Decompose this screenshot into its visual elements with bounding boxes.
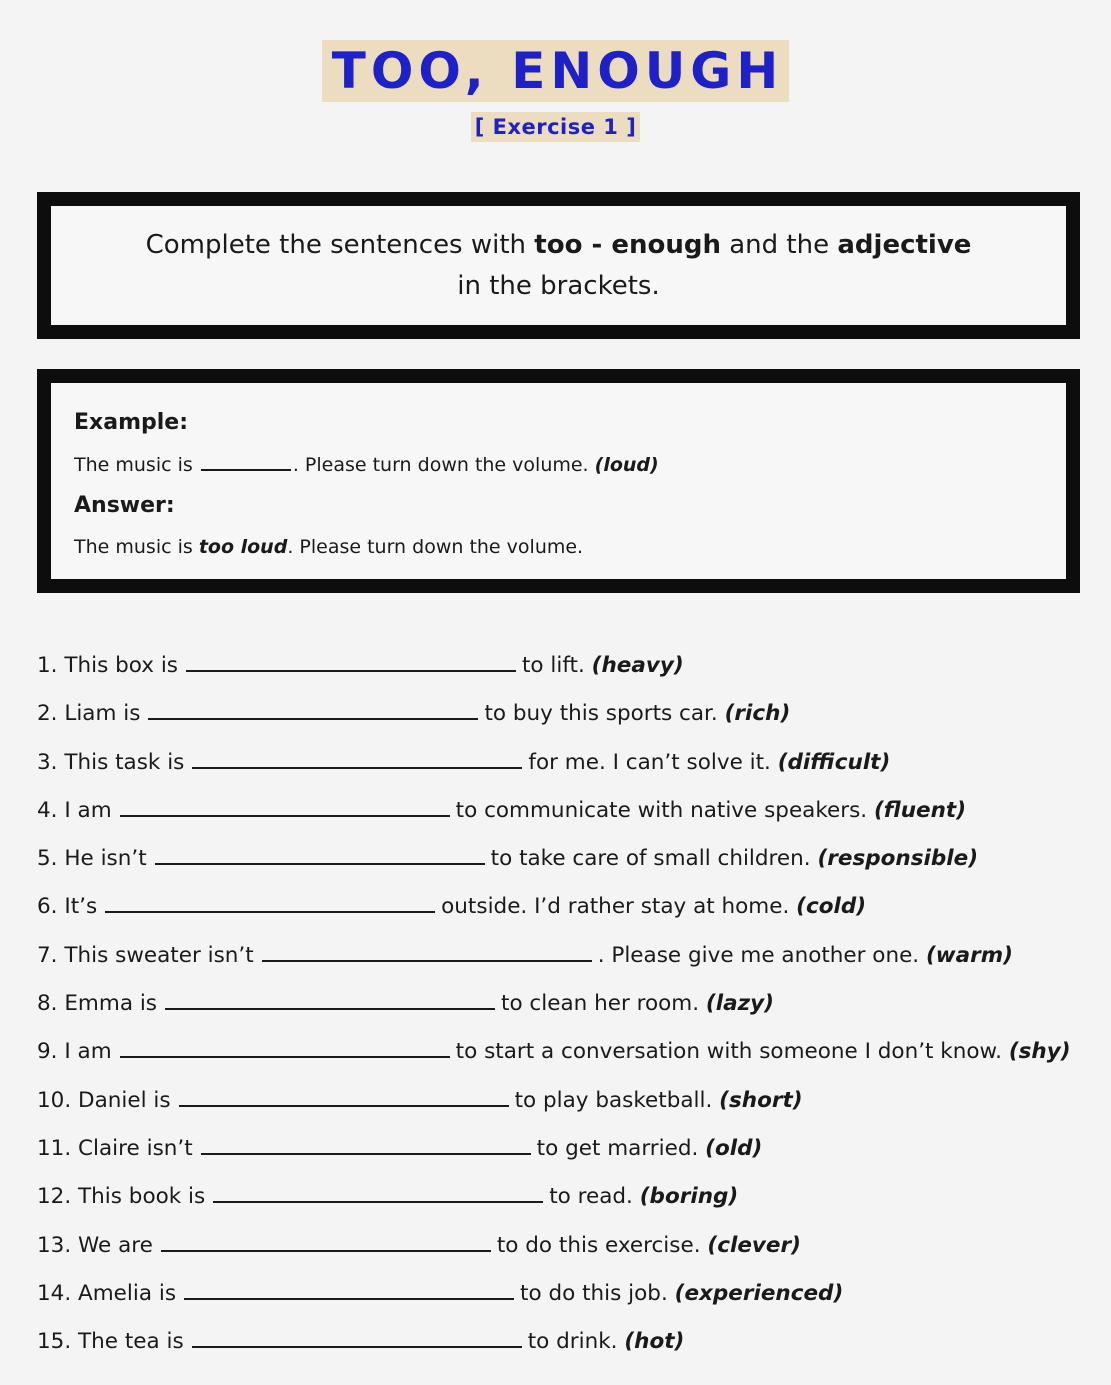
item-continuation: to do this exercise. [496, 1232, 708, 1258]
item-continuation: to buy this sports car. [484, 701, 725, 727]
exercise-item [37, 988, 1097, 1036]
adjective-hint: (warm) [925, 942, 1014, 968]
item-continuation: . Please give me another one. [597, 942, 926, 968]
answer-blank[interactable] [105, 891, 435, 913]
item-prompt: 10. Daniel is [37, 1087, 171, 1113]
answer-blank[interactable] [148, 698, 478, 720]
instruction-bold-2: adjective [837, 229, 972, 260]
adjective-hint: (boring) [639, 1184, 739, 1210]
exercise-item [37, 795, 1097, 843]
answer-blank[interactable] [192, 747, 522, 769]
item-continuation: to clean her room. [501, 991, 706, 1017]
item-prompt: 7. This sweater isn’t [37, 942, 254, 968]
item-prompt: 9. I am [37, 1039, 112, 1065]
instruction-bold-1: too - enough [534, 229, 721, 260]
item-prompt: 12. This book is [37, 1184, 206, 1210]
adjective-hint: (shy) [1008, 1039, 1071, 1065]
exercise-item [37, 1133, 1097, 1181]
exercise-item [37, 1181, 1097, 1229]
adjective-hint: (old) [705, 1135, 763, 1161]
exercise-item [37, 843, 1097, 891]
answer-blank[interactable] [161, 1230, 491, 1252]
item-continuation: to play basketball. [514, 1087, 720, 1113]
exercise-label: [ Exercise 1 ] [471, 112, 641, 142]
adjective-hint: (lazy) [705, 991, 774, 1017]
answer-blank[interactable] [213, 1181, 543, 1203]
item-prompt: 3. This task is [37, 749, 185, 775]
item-continuation: to start a conversation with someone I don’t know. [455, 1039, 1009, 1065]
item-prompt: 4. I am [37, 797, 112, 823]
answer-blank[interactable] [262, 940, 592, 962]
exercise-item [37, 1230, 1097, 1278]
instruction-part-1: Complete the sentences with [145, 229, 535, 260]
adjective-hint: (responsible) [817, 846, 979, 872]
exercise-item [37, 698, 1097, 746]
exercise-item [37, 1278, 1097, 1326]
answer-heading: Answer: [74, 493, 175, 518]
item-continuation: for me. I can’t solve it. [528, 749, 778, 775]
adjective-hint: (short) [719, 1087, 803, 1113]
adjective-hint: (clever) [707, 1232, 801, 1258]
subtitle-wrapper [0, 112, 1111, 142]
exercise-item [37, 1085, 1097, 1133]
answer-bold: too loud [198, 536, 288, 558]
instruction-box [37, 192, 1080, 339]
item-prompt: 8. Emma is [37, 991, 158, 1017]
adjective-hint: (experienced) [674, 1280, 844, 1306]
instruction-part-3: in the brackets. [457, 270, 660, 301]
example-heading: Example: [74, 410, 188, 435]
answer-blank[interactable] [201, 1133, 531, 1155]
exercise-item [37, 650, 1097, 698]
item-prompt: 6. It’s [37, 894, 98, 920]
answer-blank[interactable] [120, 1036, 450, 1058]
item-prompt: 2. Liam is [37, 701, 141, 727]
adjective-hint: (heavy) [591, 653, 684, 678]
exercise-item [37, 891, 1097, 939]
example-hint: (loud) [594, 454, 659, 476]
answer-blank[interactable] [179, 1085, 509, 1107]
item-prompt: 14. Amelia is [37, 1280, 177, 1306]
item-prompt: 11. Claire isn’t [37, 1135, 193, 1161]
answer-blank[interactable] [120, 795, 450, 817]
item-continuation: to lift. [522, 653, 592, 678]
adjective-hint: (hot) [624, 1329, 685, 1355]
page-title: TOO, ENOUGH [322, 40, 789, 102]
answer-blank[interactable] [184, 1278, 514, 1300]
example-box [37, 369, 1080, 593]
answer-blank[interactable] [192, 1326, 522, 1348]
exercise-item [37, 747, 1097, 795]
answer-after: . Please turn down the volume. [287, 536, 584, 558]
item-continuation: to drink. [527, 1329, 625, 1355]
example-blank [201, 451, 291, 471]
instruction-part-2: and the [720, 229, 838, 260]
answer-before: The music is [74, 536, 199, 558]
item-continuation: to take care of small children. [490, 846, 818, 872]
item-prompt: 13. We are [37, 1232, 153, 1258]
exercise-list [37, 650, 1097, 1374]
title-wrapper [0, 40, 1111, 102]
item-prompt: 5. He isn’t [37, 846, 147, 872]
adjective-hint: (difficult) [777, 749, 891, 775]
adjective-hint: (rich) [724, 701, 791, 727]
item-prompt: 15. The tea is [37, 1329, 184, 1355]
exercise-item [37, 1036, 1097, 1084]
item-continuation: outside. I’d rather stay at home. [441, 894, 797, 920]
item-prompt: 1. This box is [37, 653, 178, 678]
answer-sentence [74, 534, 1066, 560]
answer-blank[interactable] [155, 843, 485, 865]
adjective-hint: (cold) [796, 894, 867, 920]
exercise-item [37, 1326, 1097, 1374]
exercise-item [37, 940, 1097, 988]
example-after: . Please turn down the volume. [292, 454, 595, 476]
item-continuation: to get married. [536, 1135, 706, 1161]
answer-blank[interactable] [165, 988, 495, 1010]
item-continuation: to communicate with native speakers. [455, 797, 874, 823]
answer-blank[interactable] [186, 650, 516, 672]
item-continuation: to do this job. [520, 1280, 675, 1306]
example-before: The music is [74, 454, 199, 476]
adjective-hint: (fluent) [873, 797, 967, 823]
item-continuation: to read. [549, 1184, 640, 1210]
instruction-text [146, 225, 972, 307]
example-sentence [74, 451, 1066, 478]
